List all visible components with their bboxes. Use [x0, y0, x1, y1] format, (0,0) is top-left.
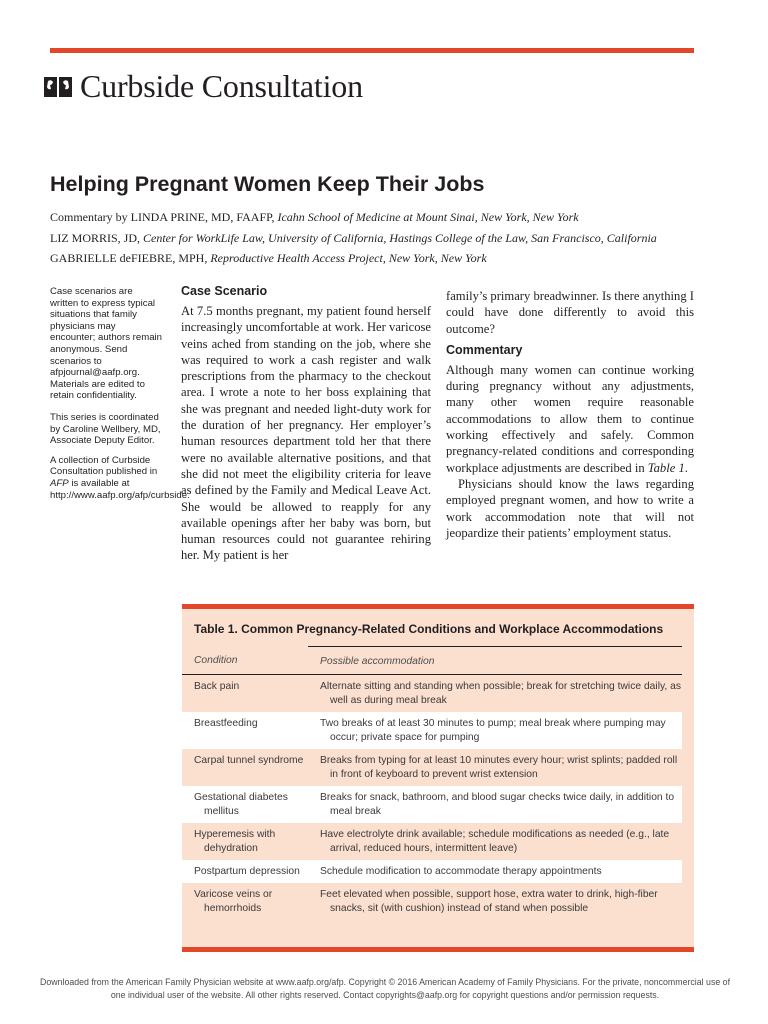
author-affiliation: Center for WorkLife Law, University of California, Hastings College of the Law, San Francisco, California: [143, 230, 657, 245]
author-name: GABRIELLE deFIEBRE, MPH,: [50, 251, 211, 265]
cell-text: Feet elevated when possible, support hose, extra water to drink, high-fiber snacks, sit (with cushion) instead of stand when possible: [320, 888, 658, 914]
row-condition: [182, 712, 308, 749]
row-condition: [182, 786, 308, 823]
author-affiliation: Icahn School of Medicine at Mount Sinai, New York, New York: [277, 210, 579, 224]
commentary-paragraph: [446, 362, 694, 476]
table-row: [182, 674, 682, 712]
article-title: Helping Pregnant Women Keep Their Jobs: [50, 172, 485, 196]
author-list: [50, 207, 750, 269]
sidebar-text: is available at http://www.aafp.org/afp/curbside.: [50, 477, 190, 501]
table-body: [182, 674, 682, 920]
row-accommodation: [308, 823, 682, 860]
author-line: [50, 248, 750, 269]
case-scenario-continued: family’s primary breadwinner. Is there anything I could have done differently to avoid this outcome?: [446, 289, 694, 336]
cell-text: Carpal tunnel syndrome: [194, 754, 304, 766]
header-accommodation: Possible accommodation: [308, 646, 682, 674]
row-accommodation: [308, 674, 682, 712]
curbside-logo-icon: [44, 74, 74, 100]
sidebar-notes: [50, 286, 190, 511]
cell-text: Alternate sitting and standing when possible; break for stretching twice daily, as well as during meal break: [320, 680, 681, 706]
case-scenario-column: [181, 284, 431, 564]
cell-text: Breaks from typing for at least 10 minutes every hour; wrist splints; padded roll in front of keyboard to prevent wrist extension: [320, 754, 678, 780]
table-row: [182, 823, 682, 860]
case-scenario-heading: Case Scenario: [181, 284, 268, 298]
cell-text: Hyperemesis with dehydration: [194, 828, 276, 854]
cell-text: Back pain: [194, 680, 240, 692]
table-row: [182, 749, 682, 786]
case-scenario-body: At 7.5 months pregnant, my patient found herself increasingly uncomfortable at work. Her varicose veins ached from standing on the job, where she was required to work a cash register and walk prescriptions from the pharmacy to the checkout area. I wrote a note to her boss explaining that she was pregnant and needed light-duty work for the duration of her pregnancy. Her employer’s human resources department told her that there were no available alternative positions, and that she did not meet the eligibility criteria for leave as defined by the Family and Medical Leave Act. She would be allowed to reapply for any available openings after her baby was born, but human resources could not guarantee rehiring her. My patient is her: [181, 304, 431, 563]
top-accent-rule: [50, 48, 694, 53]
copyright-footer: Downloaded from the American Family Physician website at www.aafp.org/afp. Copyright © 2016 American Academy of Family Physicians. For the private, noncommercial use of one individual user of the website. All other rights reserved. Contact copyrights@aafp.org for copyright questions and/or permission requests.: [40, 977, 731, 1000]
sidebar-text: A collection of Curbside Consultation published in: [50, 454, 158, 478]
row-condition: [182, 883, 308, 920]
author-name: LIZ MORRIS, JD,: [50, 230, 144, 245]
table-row: [182, 712, 682, 749]
row-accommodation: [308, 712, 682, 749]
cell-text: Schedule modification to accommodate therapy appointments: [320, 865, 602, 877]
section-header: [44, 68, 363, 105]
commentary-column: [446, 288, 694, 541]
sidebar-note-submission: Case scenarios are written to express typical situations that family physicians may encounter; authors remain anonymous. Send scenarios to afpjournal@aafp.org. Materials are edited to retain confidentiality.: [50, 286, 162, 402]
commentary-text: .: [684, 460, 688, 475]
table-reference: Table 1: [647, 460, 685, 475]
table-grid: [182, 646, 682, 920]
author-prefix: Commentary by: [50, 210, 131, 224]
row-condition: [182, 860, 308, 883]
commentary-text: Although many women can continue working during pregnancy without any adjustments, many other women require reasonable accommodations to allow them to continue working effectively and safely. Common pregnancy-related conditions and corresponding workplace adjustments are described in: [446, 362, 694, 475]
table-row: [182, 883, 682, 920]
sidebar-note-coordinator: This series is coordinated by Caroline Wellbery, MD, Associate Deputy Editor.: [50, 411, 161, 447]
row-accommodation: [308, 786, 682, 823]
sidebar-note-collection: [50, 454, 190, 501]
author-line: [50, 228, 750, 249]
table-row: [182, 860, 682, 883]
cell-text: Breastfeeding: [194, 717, 258, 729]
cell-text: Two breaks of at least 30 minutes to pump; meal break where pumping may occur; private space for pumping: [320, 717, 666, 743]
cell-text: Have electrolyte drink available; schedule modifications as needed (e.g., late arrival, reduced hours, intermittent leave): [320, 828, 670, 854]
row-accommodation: [308, 883, 682, 920]
author-line: [50, 207, 750, 228]
header-condition: Condition: [182, 646, 308, 674]
author-name: LINDA PRINE, MD, FAAFP,: [130, 210, 278, 224]
row-condition: [182, 674, 308, 712]
cell-text: Varicose veins or hemorrhoids: [194, 888, 273, 914]
accommodations-table: [182, 604, 694, 952]
cell-text: Postpartum depression: [194, 865, 300, 877]
cell-text: Gestational diabetes mellitus: [194, 791, 288, 817]
commentary-heading: Commentary: [446, 342, 523, 357]
row-accommodation: [308, 749, 682, 786]
commentary-paragraph: Physicians should know the laws regarding employed pregnant women, and how to write a work accommodation note that will not jeopardize their patients’ employment status.: [446, 476, 694, 540]
cell-text: Breaks for snack, bathroom, and blood sugar checks twice daily, in addition to meal break: [320, 791, 675, 817]
journal-name: AFP: [50, 477, 69, 489]
section-title: Curbside Consultation: [80, 68, 363, 104]
row-condition: [182, 823, 308, 860]
table-header-row: [182, 646, 682, 674]
row-accommodation: [308, 860, 682, 883]
author-affiliation: Reproductive Health Access Project, New York, New York: [210, 251, 487, 265]
row-condition: [182, 749, 308, 786]
table-title: Table 1. Common Pregnancy-Related Conditions and Workplace Accommodations: [194, 622, 664, 636]
table-row: [182, 786, 682, 823]
